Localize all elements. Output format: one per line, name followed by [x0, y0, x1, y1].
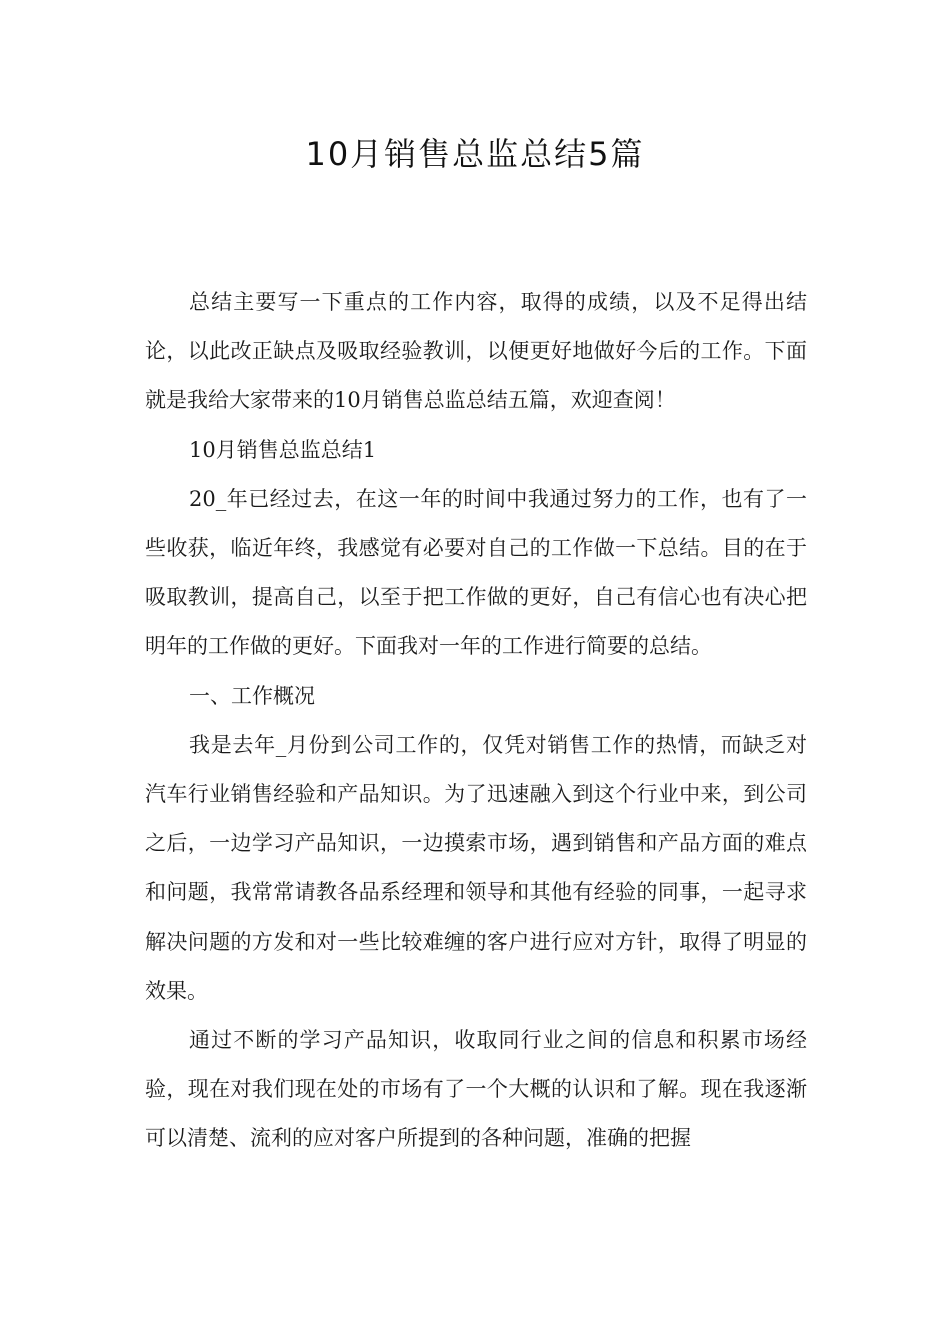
paragraph-intro: 总结主要写一下重点的工作内容，取得的成绩，以及不足得出结论，以此改正缺点及吸取经验教训，以便更好地做好今后的工作。下面就是我给大家带来的10月销售总监总结五篇，欢迎查阅！ [145, 290, 807, 413]
section-heading-overview: 一、工作概况 [189, 683, 315, 708]
document-title: 10月销售总监总结5篇 [305, 135, 645, 173]
paragraph-work-overview: 我是去年_月份到公司工作的，仅凭对销售工作的热情，而缺乏对汽车行业销售经验和产品知识。为了迅速融入到这个行业中来，到公司之后，一边学习产品知识，一边摸索市场，遇到销售和产品方面的难点和问题，我常常请教各品系经理和领导和其他有经验的同事，一起寻求解决问题的方发和对一些比较难缠的客户进行应对方针，取得了明显的效果。 [145, 732, 807, 1003]
paragraph-opening: 20_年已经过去，在这一年的时间中我通过努力的工作，也有了一些收获，临近年终，我感觉有必要对自己的工作做一下总结。目的在于吸取教训，提高自己，以至于把工作做的更好，自己有信心也有决心把明年的工作做的更好。下面我对一年的工作进行简要的总结。 [145, 486, 807, 659]
section-heading-summary-1: 10月销售总监总结1 [189, 437, 377, 462]
document-body [145, 278, 807, 1164]
paragraph-learning: 通过不断的学习产品知识，收取同行业之间的信息和积累市场经验，现在对我们现在处的市场有了一个大概的认识和了解。现在我逐渐可以清楚、流利的应对客户所提到的各种问题，准确的把握 [145, 1028, 807, 1151]
